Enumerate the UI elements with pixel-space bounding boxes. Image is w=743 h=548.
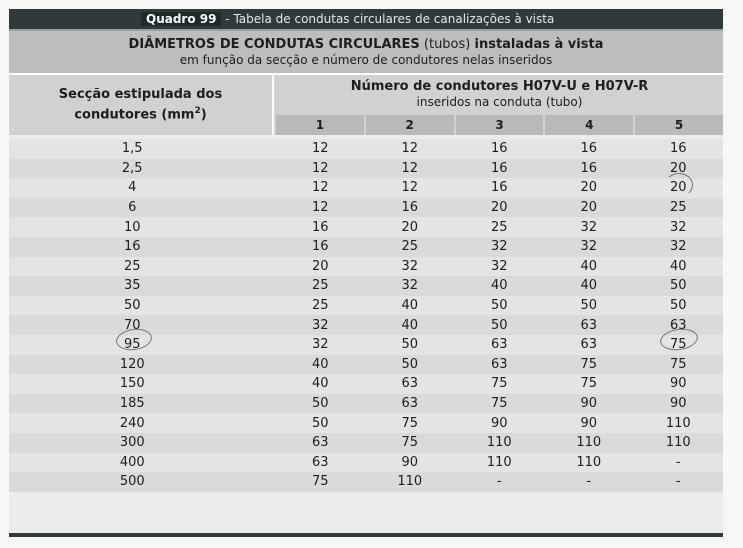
section-label-line2 bbox=[9, 103, 272, 123]
table-row bbox=[9, 217, 723, 237]
diameter-cell: 110 bbox=[544, 433, 634, 453]
caption-number: Quadro 99 bbox=[141, 12, 221, 26]
diameter-cell: 16 bbox=[454, 159, 544, 179]
diameter-cell: 12 bbox=[365, 159, 455, 179]
diameter-cell: 110 bbox=[454, 453, 544, 473]
banner-title-bold2: instaladas à vista bbox=[474, 37, 604, 52]
section-cell: 120 bbox=[9, 355, 275, 375]
col-header-5: 5 bbox=[635, 115, 723, 135]
section-label-end: ) bbox=[200, 107, 207, 123]
col-header-1: 1 bbox=[276, 115, 364, 135]
diameter-cell: 75 bbox=[633, 355, 723, 375]
diameter-cell: 63 bbox=[365, 394, 455, 414]
diameter-cell: 50 bbox=[633, 276, 723, 296]
table-row bbox=[9, 257, 723, 277]
diameter-cell: 110 bbox=[454, 433, 544, 453]
diameter-cell: 20 bbox=[544, 178, 634, 198]
section-cell: 50 bbox=[9, 296, 275, 316]
section-cell: 35 bbox=[9, 276, 275, 296]
diameter-cell: 90 bbox=[633, 394, 723, 414]
diameter-cell: 110 bbox=[633, 413, 723, 433]
diameter-cell: 32 bbox=[633, 237, 723, 257]
diameter-cell: 16 bbox=[275, 237, 365, 257]
diameter-cell: 75 bbox=[454, 394, 544, 414]
conductors-title: Número de condutores H07V-U e H07V-R bbox=[350, 79, 649, 94]
diameter-cell: 32 bbox=[454, 237, 544, 257]
diameter-cell: 110 bbox=[633, 433, 723, 453]
section-cell: 25 bbox=[9, 257, 275, 277]
diameter-cell: 75 bbox=[365, 413, 455, 433]
diameter-cell: 63 bbox=[275, 453, 365, 473]
diameter-cell: 50 bbox=[365, 335, 455, 355]
table-row bbox=[9, 335, 723, 355]
section-label-unit: condutores (mm bbox=[74, 107, 195, 123]
table-caption bbox=[9, 9, 723, 29]
diameter-cell: 75 bbox=[544, 355, 634, 375]
section-cell: 400 bbox=[9, 453, 275, 473]
table-sheet bbox=[9, 9, 723, 537]
diameter-cell: 50 bbox=[454, 315, 544, 335]
diameter-cell: 12 bbox=[275, 139, 365, 159]
table-row bbox=[9, 178, 723, 198]
section-cell: 185 bbox=[9, 394, 275, 414]
diameter-cell: 32 bbox=[365, 276, 455, 296]
table-row bbox=[9, 198, 723, 218]
diameter-cell: 50 bbox=[275, 413, 365, 433]
table-row bbox=[9, 394, 723, 414]
diameter-cell: 20 bbox=[275, 257, 365, 277]
col-header-4: 4 bbox=[545, 115, 633, 135]
section-cell: 6 bbox=[9, 198, 275, 218]
diameter-cell: 75 bbox=[544, 374, 634, 394]
diameter-cell: 40 bbox=[633, 257, 723, 277]
section-cell: 95 bbox=[9, 335, 275, 355]
diameter-cell: 25 bbox=[275, 276, 365, 296]
diameter-cell: 12 bbox=[365, 139, 455, 159]
diameter-cell: 40 bbox=[544, 257, 634, 277]
diameter-cell: 32 bbox=[633, 217, 723, 237]
table-row bbox=[9, 276, 723, 296]
diameter-table bbox=[9, 139, 723, 492]
diameter-cell: 50 bbox=[365, 355, 455, 375]
table-row bbox=[9, 472, 723, 492]
diameter-cell: 63 bbox=[365, 374, 455, 394]
table-header bbox=[9, 75, 723, 135]
diameter-cell: 12 bbox=[365, 178, 455, 198]
section-column-header bbox=[9, 75, 274, 135]
diameter-cell: 50 bbox=[454, 296, 544, 316]
section-cell: 2,5 bbox=[9, 159, 275, 179]
banner-title bbox=[9, 36, 723, 53]
diameter-cell: 75 bbox=[633, 335, 723, 355]
diameter-cell: 90 bbox=[365, 453, 455, 473]
diameter-cell: 12 bbox=[275, 198, 365, 218]
diameter-cell: 63 bbox=[544, 335, 634, 355]
diameter-cell: 20 bbox=[454, 198, 544, 218]
diameter-cell: 40 bbox=[365, 315, 455, 335]
diameter-cell: 63 bbox=[454, 355, 544, 375]
conductors-header bbox=[276, 75, 723, 115]
diameter-cell: 16 bbox=[544, 139, 634, 159]
section-cell: 16 bbox=[9, 237, 275, 257]
table-row bbox=[9, 413, 723, 433]
table-row bbox=[9, 433, 723, 453]
diameter-cell: 16 bbox=[275, 217, 365, 237]
diameter-cell: 32 bbox=[275, 315, 365, 335]
col-header-3: 3 bbox=[456, 115, 544, 135]
banner-subtitle: em função da secção e número de condutores nelas inseridos bbox=[179, 53, 553, 67]
diameter-cell: 40 bbox=[275, 355, 365, 375]
diameter-cell: 16 bbox=[544, 159, 634, 179]
section-cell: 240 bbox=[9, 413, 275, 433]
caption-text: Tabela de condutas circulares de canalizações à vista bbox=[233, 12, 555, 26]
diameter-cell: 25 bbox=[633, 198, 723, 218]
conductor-count-headers bbox=[276, 115, 723, 135]
diameter-cell: 40 bbox=[365, 296, 455, 316]
diameter-cell: 32 bbox=[544, 237, 634, 257]
diameter-cell: - bbox=[633, 472, 723, 492]
table-row bbox=[9, 453, 723, 473]
diameter-cell: 63 bbox=[275, 433, 365, 453]
caption-separator: - bbox=[221, 12, 234, 26]
table-row bbox=[9, 355, 723, 375]
diameter-cell: 110 bbox=[544, 453, 634, 473]
diameter-cell: 90 bbox=[454, 413, 544, 433]
diameter-cell: 75 bbox=[275, 472, 365, 492]
diameter-cell: 50 bbox=[544, 296, 634, 316]
diameter-cell: - bbox=[454, 472, 544, 492]
diameter-cell: 40 bbox=[544, 276, 634, 296]
banner-title-bold: DIÂMETROS DE CONDUTAS CIRCULARES bbox=[128, 37, 420, 52]
diameter-cell: 110 bbox=[365, 472, 455, 492]
diameter-cell: 63 bbox=[544, 315, 634, 335]
diameter-cell: 50 bbox=[275, 394, 365, 414]
diameter-cell: 16 bbox=[633, 139, 723, 159]
section-cell: 10 bbox=[9, 217, 275, 237]
diameter-cell: 90 bbox=[544, 394, 634, 414]
table-row bbox=[9, 237, 723, 257]
diameter-cell: 90 bbox=[544, 413, 634, 433]
table-bottom-rule bbox=[9, 533, 723, 537]
diameter-cell: 63 bbox=[633, 315, 723, 335]
diameter-cell: 20 bbox=[365, 217, 455, 237]
diameter-cell: 20 bbox=[544, 198, 634, 218]
banner-title-normal: (tubos) bbox=[419, 37, 475, 52]
diameter-cell: 32 bbox=[544, 217, 634, 237]
diameter-cell: 32 bbox=[365, 257, 455, 277]
table-row bbox=[9, 159, 723, 179]
diameter-cell: 25 bbox=[275, 296, 365, 316]
table-row bbox=[9, 296, 723, 316]
diameter-cell: 25 bbox=[454, 217, 544, 237]
table-row bbox=[9, 139, 723, 159]
diameter-cell: 16 bbox=[365, 198, 455, 218]
section-cell: 70 bbox=[9, 315, 275, 335]
table-row bbox=[9, 315, 723, 335]
diameter-table-body bbox=[9, 139, 723, 492]
section-cell: 1,5 bbox=[9, 139, 275, 159]
section-label-sup: 2 bbox=[194, 106, 201, 116]
diameter-cell: 40 bbox=[275, 374, 365, 394]
diameter-cell: 32 bbox=[275, 335, 365, 355]
table-banner bbox=[9, 29, 723, 75]
diameter-cell: 25 bbox=[365, 237, 455, 257]
diameter-cell: - bbox=[633, 453, 723, 473]
diameter-cell: 16 bbox=[454, 139, 544, 159]
diameter-cell: 20 bbox=[633, 159, 723, 179]
diameter-cell: 16 bbox=[454, 178, 544, 198]
diameter-cell: 12 bbox=[275, 159, 365, 179]
section-cell: 300 bbox=[9, 433, 275, 453]
section-cell: 500 bbox=[9, 472, 275, 492]
diameter-cell: 40 bbox=[454, 276, 544, 296]
conductors-subtitle: inseridos na conduta (tubo) bbox=[416, 95, 583, 109]
diameter-cell: 75 bbox=[365, 433, 455, 453]
diameter-cell: 50 bbox=[633, 296, 723, 316]
section-cell: 150 bbox=[9, 374, 275, 394]
diameter-cell: 90 bbox=[633, 374, 723, 394]
diameter-cell: 20 bbox=[633, 178, 723, 198]
section-label-line1: Secção estipulada dos bbox=[58, 87, 223, 102]
diameter-cell: 12 bbox=[275, 178, 365, 198]
diameter-cell: - bbox=[544, 472, 634, 492]
diameter-cell: 75 bbox=[454, 374, 544, 394]
diameter-cell: 63 bbox=[454, 335, 544, 355]
diameter-cell: 32 bbox=[454, 257, 544, 277]
section-cell: 4 bbox=[9, 178, 275, 198]
table-row bbox=[9, 374, 723, 394]
col-header-2: 2 bbox=[366, 115, 454, 135]
